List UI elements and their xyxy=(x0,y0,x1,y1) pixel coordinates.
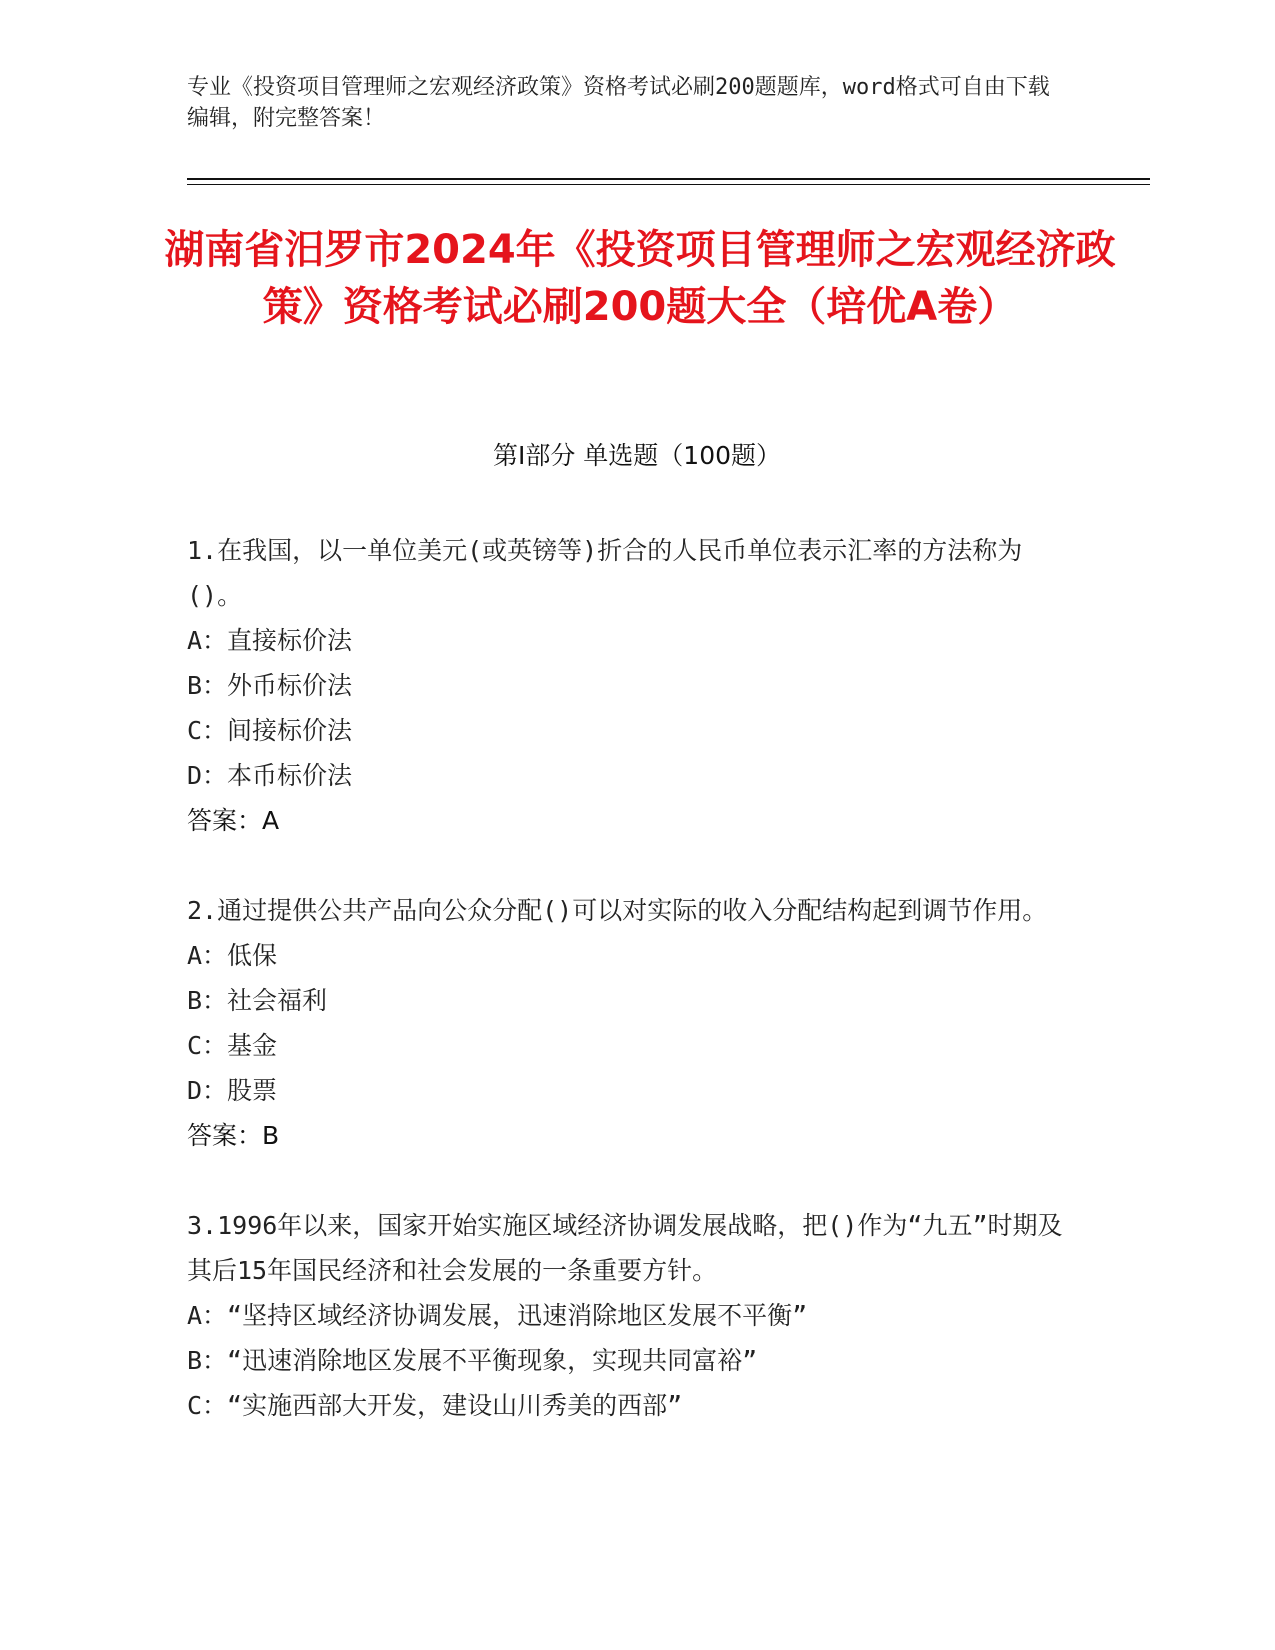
header-rule-thin xyxy=(187,184,1150,185)
question-stem: 3.1996年以来，国家开始实施区域经济协调发展战略，把()作为“九五”时期及其后15年国民经济和社会发展的一条重要方针。 xyxy=(187,1211,1063,1285)
option-b: B：外币标价法 xyxy=(187,671,353,700)
header-note: 专业《投资项目管理师之宏观经济政策》资格考试必刷200题题库，word格式可自由下载编辑，附完整答案！ xyxy=(187,75,1050,131)
question-2 xyxy=(187,888,1067,1158)
header-rule-thick xyxy=(187,178,1150,180)
document-title: 湖南省汨罗市2024年《投资项目管理师之宏观经济政策》资格考试必刷200题大全（培优A卷） xyxy=(164,227,1116,330)
option-c: C：基金 xyxy=(187,1031,278,1060)
option-b: B：“迅速消除地区发展不平衡现象，实现共同富裕” xyxy=(187,1346,758,1375)
question-1 xyxy=(187,528,1067,843)
option-a: A：“坚持区域经济协调发展，迅速消除地区发展不平衡” xyxy=(187,1301,808,1330)
answer-line: 答案：A xyxy=(187,806,280,835)
question-stem: 1.在我国，以一单位美元(或英镑等)折合的人民币单位表示汇率的方法称为()。 xyxy=(187,536,1023,610)
option-c: C：间接标价法 xyxy=(187,716,353,745)
question-stem: 2.通过提供公共产品向公众分配()可以对实际的收入分配结构起到调节作用。 xyxy=(187,896,1048,925)
option-a: A：低保 xyxy=(187,941,278,970)
option-c: C：“实施西部大开发，建设山川秀美的西部” xyxy=(187,1391,683,1420)
section-heading: 第Ⅰ部分 单选题（100题） xyxy=(492,441,782,470)
option-list xyxy=(187,933,1067,1113)
question-list xyxy=(187,528,1067,1473)
option-list xyxy=(187,1293,1067,1428)
answer-line: 答案：B xyxy=(187,1121,280,1150)
option-b: B：社会福利 xyxy=(187,986,328,1015)
question-3 xyxy=(187,1203,1067,1428)
option-list xyxy=(187,618,1067,798)
option-a: A：直接标价法 xyxy=(187,626,353,655)
option-d: D：股票 xyxy=(187,1076,278,1105)
option-d: D：本币标价法 xyxy=(187,761,353,790)
